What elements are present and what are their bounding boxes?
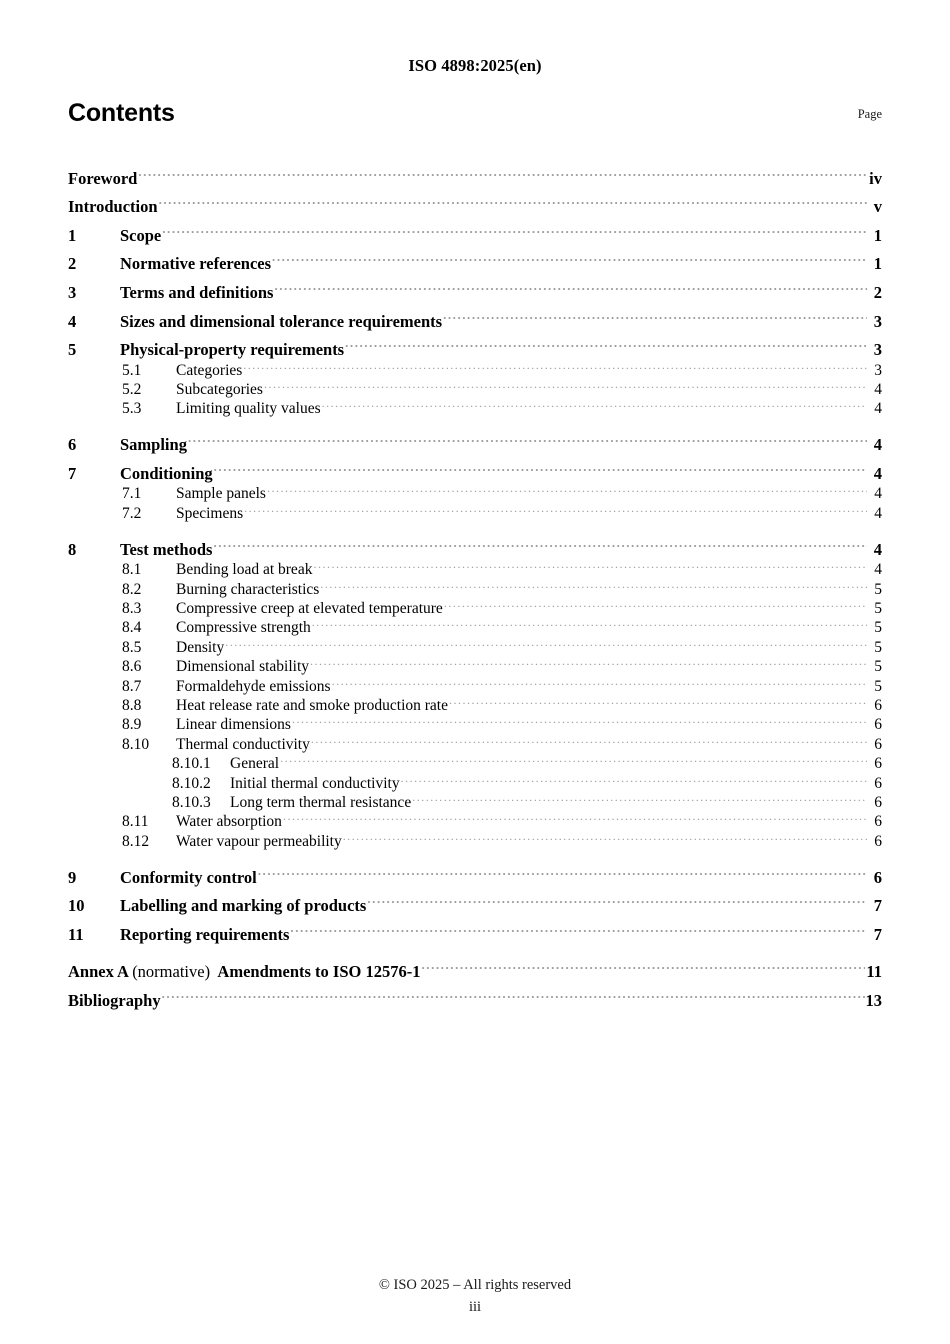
page-title: Contents bbox=[68, 99, 175, 127]
toc-entry-number: 9 bbox=[68, 867, 77, 887]
dot-leader bbox=[264, 375, 867, 394]
toc-entry-number: 8.12 bbox=[122, 832, 150, 850]
toc-entry-number: 8.7 bbox=[122, 677, 142, 695]
toc-entry-page: v bbox=[873, 197, 882, 217]
dot-leader bbox=[213, 526, 867, 555]
toc-entry-number: 8.4 bbox=[122, 619, 142, 637]
dot-leader bbox=[343, 826, 867, 845]
contents-header-row bbox=[68, 99, 882, 128]
toc-entry-level1[interactable] bbox=[68, 184, 882, 217]
toc-entry-page: 6 bbox=[874, 755, 882, 773]
toc-entry-number: 7 bbox=[68, 464, 77, 484]
toc-entry-label: General bbox=[230, 755, 280, 773]
toc-entry-label: Specimens bbox=[176, 504, 244, 522]
toc-entry-page: 5 bbox=[874, 619, 882, 637]
dot-leader bbox=[443, 298, 867, 327]
toc-entry-number: 11 bbox=[68, 925, 84, 945]
toc-entry-number: 8.1 bbox=[122, 561, 142, 579]
dot-leader bbox=[162, 977, 865, 1006]
toc-entry-page: 6 bbox=[874, 774, 882, 792]
dot-leader bbox=[310, 652, 867, 671]
table-of-contents bbox=[68, 155, 882, 1010]
toc-entry-label: Sample panels bbox=[176, 485, 266, 503]
toc-entry-number: 8.6 bbox=[122, 658, 142, 676]
toc-entry-label: Sampling bbox=[120, 435, 187, 455]
toc-entry-page: 6 bbox=[874, 735, 882, 753]
toc-entry-label: Terms and definitions bbox=[120, 282, 274, 302]
dot-leader bbox=[367, 883, 867, 912]
toc-entry-label: Initial thermal conductivity bbox=[230, 774, 400, 792]
dot-leader bbox=[292, 710, 867, 729]
toc-entry-number: 5.2 bbox=[122, 380, 142, 398]
toc-entry-number: 8.11 bbox=[122, 813, 149, 831]
toc-entry-label: Categories bbox=[176, 361, 243, 379]
toc-entry-number: 6 bbox=[68, 435, 77, 455]
dot-leader bbox=[274, 269, 867, 298]
dot-leader bbox=[312, 613, 867, 632]
dot-leader bbox=[267, 479, 867, 498]
toc-entry-page: 6 bbox=[874, 793, 882, 811]
toc-entry-level1[interactable] bbox=[68, 155, 882, 188]
dot-leader bbox=[138, 155, 867, 184]
toc-entry-label: Test methods bbox=[120, 539, 213, 559]
dot-leader bbox=[243, 355, 867, 374]
toc-entry-bibliography[interactable] bbox=[68, 977, 882, 1010]
toc-entry-label: Density bbox=[176, 638, 225, 656]
annex-name: Annex A bbox=[68, 962, 133, 982]
toc-entry-number: 3 bbox=[68, 282, 77, 302]
toc-entry-label: Compressive strength bbox=[176, 619, 311, 637]
dot-leader bbox=[444, 594, 867, 613]
toc-entry-label: Foreword bbox=[68, 168, 138, 188]
toc-entry-label: Bending load at break bbox=[176, 561, 313, 579]
toc-entry-page: 4 bbox=[873, 539, 882, 559]
dot-leader bbox=[188, 422, 867, 451]
annex-title: Amendments to ISO 12576-1 bbox=[210, 962, 421, 982]
toc-entry-page: 5 bbox=[874, 580, 882, 598]
toc-entry-page: 4 bbox=[873, 464, 882, 484]
toc-entry-page: 4 bbox=[874, 400, 882, 418]
toc-entry-number: 2 bbox=[68, 254, 77, 274]
dot-leader bbox=[159, 184, 867, 213]
toc-entry-number: 8.3 bbox=[122, 600, 142, 618]
toc-entry-number: 8.10.2 bbox=[172, 774, 211, 792]
dot-leader bbox=[332, 671, 867, 690]
toc-entry-label: Bibliography bbox=[68, 990, 161, 1010]
toc-entry-label: Compressive creep at elevated temperature bbox=[176, 600, 443, 618]
toc-entry-label: Conformity control bbox=[120, 867, 257, 887]
toc-entry-level1[interactable] bbox=[68, 241, 882, 274]
toc-entry-label: Physical-property requirements bbox=[120, 340, 345, 360]
toc-entry-page: 7 bbox=[873, 925, 882, 945]
toc-entry-page: 5 bbox=[874, 638, 882, 656]
toc-entry-page: 4 bbox=[873, 435, 882, 455]
toc-entry-label: Introduction bbox=[68, 197, 158, 217]
toc-entry-label: Reporting requirements bbox=[120, 925, 290, 945]
toc-entry-page: 1 bbox=[873, 254, 882, 274]
running-header-title: ISO 4898:2025(en) bbox=[408, 56, 542, 75]
toc-entry-level1[interactable] bbox=[68, 422, 882, 455]
toc-entry-page: 3 bbox=[874, 361, 882, 379]
toc-entry-label: Thermal conductivity bbox=[176, 735, 310, 753]
dot-leader bbox=[412, 788, 867, 807]
toc-entry-level1[interactable] bbox=[68, 212, 882, 245]
dot-leader bbox=[345, 327, 867, 356]
toc-entry-page: 11 bbox=[866, 962, 882, 982]
toc-entry-number: 8.10.3 bbox=[172, 793, 211, 811]
toc-entry-number: 5.1 bbox=[122, 361, 142, 379]
toc-entry-level1[interactable] bbox=[68, 526, 882, 559]
annex-qualifier: (normative) bbox=[132, 962, 211, 982]
toc-entry-page: 13 bbox=[865, 990, 882, 1010]
toc-entry-number: 10 bbox=[68, 896, 85, 916]
toc-entry-page: 7 bbox=[873, 896, 882, 916]
dot-leader bbox=[225, 632, 867, 651]
toc-entry-label: Linear dimensions bbox=[176, 716, 291, 734]
toc-entry-number: 5 bbox=[68, 340, 77, 360]
toc-entry-level1[interactable] bbox=[68, 854, 882, 887]
dot-leader bbox=[290, 911, 867, 940]
toc-entry-label: Long term thermal resistance bbox=[230, 793, 412, 811]
toc-entry-label: Subcategories bbox=[176, 380, 263, 398]
toc-entry-page: 6 bbox=[874, 697, 882, 715]
dot-leader bbox=[272, 241, 867, 270]
toc-entry-page: 5 bbox=[874, 658, 882, 676]
toc-entry-number: 8 bbox=[68, 539, 77, 559]
toc-entry-page: 6 bbox=[874, 813, 882, 831]
toc-entry-page: 4 bbox=[874, 561, 882, 579]
toc-entry-page: 3 bbox=[873, 340, 882, 360]
toc-entry-label: Heat release rate and smoke production rate bbox=[176, 697, 448, 715]
toc-entry-number: 5.3 bbox=[122, 400, 142, 418]
toc-entry-number: 4 bbox=[68, 311, 77, 331]
toc-entry-label: Conditioning bbox=[120, 464, 213, 484]
toc-entry-label: Sizes and dimensional tolerance requirements bbox=[120, 311, 443, 331]
dot-leader bbox=[401, 768, 867, 787]
toc-entry-number: 7.2 bbox=[122, 504, 142, 522]
toc-entry-label: Normative references bbox=[120, 254, 272, 274]
dot-leader bbox=[283, 807, 867, 826]
dot-leader bbox=[258, 854, 867, 883]
dot-leader bbox=[214, 450, 867, 479]
toc-entry-number: 8.5 bbox=[122, 638, 142, 656]
toc-entry-page: 4 bbox=[874, 485, 882, 503]
dot-leader bbox=[280, 749, 867, 768]
toc-entry-label: Burning characteristics bbox=[176, 580, 320, 598]
toc-entry-page: 6 bbox=[874, 832, 882, 850]
toc-entry-label: Labelling and marking of products bbox=[120, 896, 367, 916]
toc-entry-label: Limiting quality values bbox=[176, 400, 321, 418]
toc-entry-number: 8.2 bbox=[122, 580, 142, 598]
dot-leader bbox=[162, 212, 867, 241]
toc-entry-annex[interactable] bbox=[68, 949, 882, 982]
toc-entry-page: iv bbox=[869, 168, 882, 188]
toc-entry-label: Water vapour permeability bbox=[176, 832, 342, 850]
toc-entry-page: 1 bbox=[873, 225, 882, 245]
toc-entry-number: 8.10.1 bbox=[172, 755, 211, 773]
toc-entry-number: 1 bbox=[68, 225, 77, 245]
toc-entry-page: 5 bbox=[874, 677, 882, 695]
toc-entry-number: 7.1 bbox=[122, 485, 142, 503]
dot-leader bbox=[421, 949, 865, 978]
toc-entry-label: Water absorption bbox=[176, 813, 282, 831]
dot-leader bbox=[320, 574, 867, 593]
toc-entry-label: Scope bbox=[120, 225, 162, 245]
toc-entry-page: 6 bbox=[873, 867, 882, 887]
toc-entry-page: 4 bbox=[874, 380, 882, 398]
toc-entry-page: 5 bbox=[874, 600, 882, 618]
toc-entry-page: 6 bbox=[874, 716, 882, 734]
dot-leader bbox=[449, 691, 867, 710]
toc-entry-page: 3 bbox=[873, 311, 882, 331]
toc-entry-number: 8.10 bbox=[122, 735, 150, 753]
toc-entry-number: 8.9 bbox=[122, 716, 142, 734]
footer-copyright: © ISO 2025 – All rights reserved bbox=[378, 1277, 572, 1293]
toc-entry-number: 8.8 bbox=[122, 697, 142, 715]
toc-entry-label: Dimensional stability bbox=[176, 658, 310, 676]
dot-leader bbox=[311, 729, 867, 748]
page-column-label: Page bbox=[857, 107, 882, 121]
toc-entry-label: Formaldehyde emissions bbox=[176, 677, 331, 695]
dot-leader bbox=[322, 394, 867, 413]
footer-page-number: iii bbox=[468, 1299, 482, 1315]
dot-leader bbox=[313, 555, 867, 574]
toc-entry-page: 2 bbox=[873, 282, 882, 302]
dot-leader bbox=[244, 498, 867, 517]
toc-entry-page: 4 bbox=[874, 504, 882, 522]
toc-entry-level1[interactable] bbox=[68, 450, 882, 484]
